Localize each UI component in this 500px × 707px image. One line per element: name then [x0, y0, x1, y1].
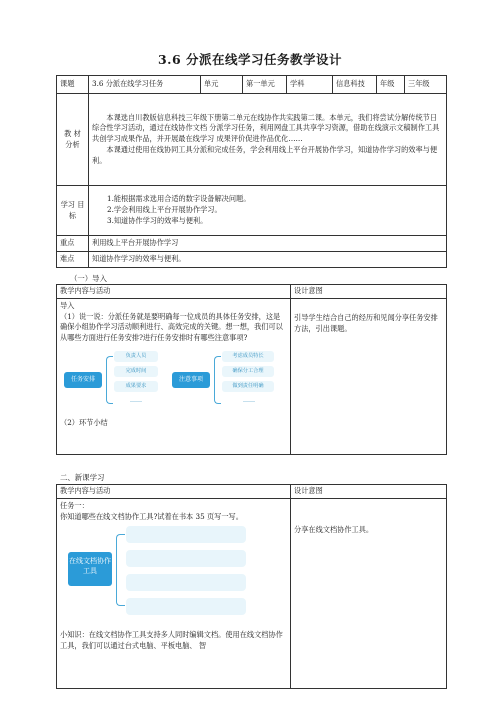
page-title: 3.6 分派在线学习任务教学设计: [157, 52, 343, 67]
goal-item: 2.学会利用线上平台开展协作学习。: [107, 205, 222, 215]
course-info-table: [56, 75, 447, 268]
column-header-intent: 设计意图: [291, 285, 447, 299]
label-subject: 学科: [287, 76, 333, 94]
section-heading-new-lesson: 二、新课学习: [60, 473, 105, 482]
label-goals: 学习 目标: [57, 186, 89, 236]
new-lesson-table: [56, 484, 447, 689]
mindmap-node: 考虑成员特长: [222, 351, 274, 362]
mindmap-node: 做到责任明确: [222, 381, 274, 392]
mindmap-center-tools: 在线文档协作工具: [68, 552, 112, 586]
goals-content: [89, 186, 447, 236]
mindmap-intro: [60, 350, 287, 414]
value-unit: 第一单元: [243, 76, 287, 94]
analysis-content: [89, 94, 447, 186]
intro-intent: 引导学生结合自己的经历和见闻分享任务安排方法，引出课题。: [291, 298, 447, 454]
mindmap-center-notes: 注意事项: [172, 372, 210, 388]
answer-blank: [126, 574, 246, 591]
table-row: [57, 236, 447, 252]
value-topic: 3.6 分派在线学习任务: [89, 76, 201, 94]
table-row: [57, 252, 447, 268]
label-difficulty: 难点: [57, 252, 89, 268]
column-header-content: 教学内容与活动: [57, 285, 291, 299]
label-grade: 年级: [377, 76, 405, 94]
mindmap-brace: [214, 356, 221, 404]
value-subject: 信息科技: [333, 76, 377, 94]
label-key: 重点: [57, 236, 89, 252]
analysis-paragraph-2: 本课通过使用在线协同工具分派和完成任务，学会利用线上平台开展协作学习，知道协作学习的效率与便利。: [92, 144, 438, 165]
intro-title: 导入: [60, 300, 75, 310]
key-content: 利用线上平台开展协作学习: [89, 236, 447, 252]
task-intent: 分享在线文档协作工具。: [291, 498, 447, 688]
answer-blank: [126, 526, 246, 543]
table-row: [57, 94, 447, 186]
table-row: [57, 76, 447, 94]
mindmap-brace: [106, 356, 113, 404]
table-row: [57, 285, 447, 299]
intro-summary: （2）环节小结: [60, 417, 108, 427]
section-heading-intro: （一）导入: [70, 274, 107, 283]
intro-content: [57, 298, 291, 454]
mindmap-tools: [60, 526, 287, 618]
task-text: 你知道哪些在线文档协作工具?试着在书本 35 页写一写。: [60, 511, 243, 521]
label-topic: 课题: [57, 76, 89, 94]
mindmap-center-task: 任务安排: [64, 372, 102, 388]
value-grade: 三年级: [405, 76, 447, 94]
mindmap-more: ……: [130, 396, 142, 404]
difficulty-content: 知道协作学习的效率与便利。: [89, 252, 447, 268]
mindmap-more: ……: [243, 396, 255, 404]
mindmap-node: 成果要求: [114, 381, 158, 392]
column-header-content: 教学内容与活动: [57, 485, 291, 499]
table-row: [57, 298, 447, 454]
intro-table: [56, 284, 447, 455]
intro-text: （1）说一说：分派任务就是要明确每一位成员的具体任务安排，这是确保小组协作学习活动顺利进行、高效完成的关键。想一想，我们可以从哪些方面进行任务安排?进行任务安排时有哪些注意事项?: [60, 311, 283, 343]
mindmap-node: 确保分工合理: [222, 366, 274, 377]
label-unit: 单元: [201, 76, 243, 94]
table-row: [57, 485, 447, 499]
analysis-paragraph-1: 本课选自川教版信息科技三年级下册第二单元在线协作共实践第二课。本单元，我们将尝试分解传统节日 综合性学习活动，通过在线协作文档 分派学习任务，利用网盘工具共享学习资源，借助在线演示文稿制作工具 共创学习成果作品，并开展最在线学习 成果评价促进作品优化……: [92, 112, 440, 144]
goal-item: 3.知道协作学习的效率与便利。: [107, 215, 208, 225]
answer-blank: [126, 598, 246, 615]
mindmap-brace: [116, 534, 125, 606]
tip-text: 小知识：在线文档协作工具支持多人同时编辑文档。使用在线文档协作工具，我们可以通过台式电脑、平板电脑、 智: [60, 630, 283, 651]
table-row: [57, 498, 447, 688]
answer-blank: [126, 550, 246, 567]
table-row: [57, 186, 447, 236]
mindmap-node: 完成时间: [114, 366, 158, 377]
mindmap-node: 负责人员: [114, 351, 158, 362]
label-analysis: 教 材 分析: [57, 94, 89, 186]
task-title: 任务一：: [60, 500, 89, 510]
column-header-intent: 设计意图: [291, 485, 447, 499]
goal-item: 1.能根据需求选用合适的数字设备解决问题。: [107, 194, 251, 204]
task-content: [57, 498, 291, 688]
